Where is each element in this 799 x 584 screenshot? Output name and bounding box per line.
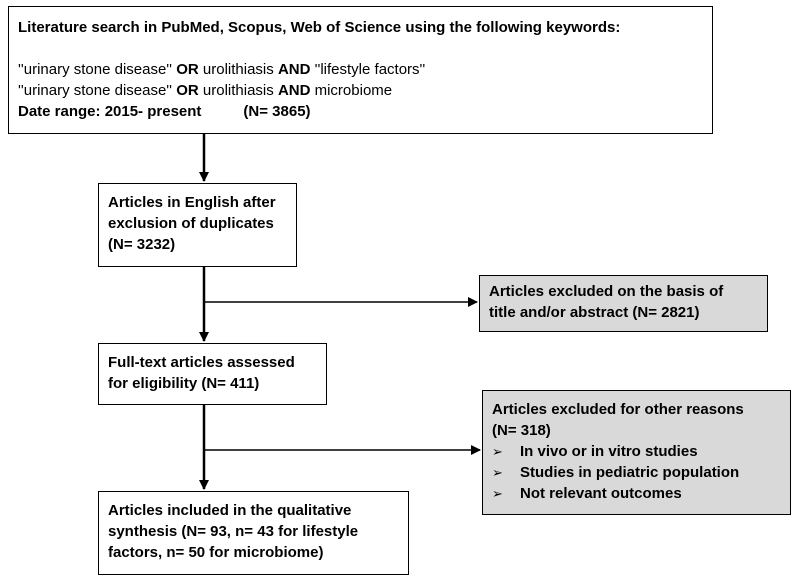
included-box: Articles included in the qualitative synthesis (N= 93, n= 43 for lifestyle factors, n= 50 for microbiome) <box>98 491 409 575</box>
search-query-1: ''urinary stone disease'' OR urolithiasis AND ''lifestyle factors'' <box>18 61 426 78</box>
search-date-count: Date range: 2015- present (N= 3865) <box>18 103 311 120</box>
search-title: Literature search in PubMed, Scopus, Web of Science using the following keywords: <box>18 19 621 36</box>
arrow-bullet-icon: ➢ <box>492 444 503 459</box>
exclusion-reasons-list <box>492 441 781 504</box>
search-query-2: ''urinary stone disease'' OR urolithiasis AND microbiome <box>18 82 393 99</box>
list-item: ➢ Studies in pediatric population <box>492 464 740 481</box>
arrow-bullet-icon: ➢ <box>492 486 503 501</box>
arrow-bullet-icon: ➢ <box>492 465 503 480</box>
search-box <box>8 6 713 134</box>
list-item: ➢ Not relevant outcomes <box>492 485 682 502</box>
list-item: ➢ In vivo or in vitro studies <box>492 443 698 460</box>
excluded-title-box: Articles excluded on the basis of title and/or abstract (N= 2821) <box>479 275 768 332</box>
excluded-other-box: Articles excluded for other reasons (N= 318) ➢ In vivo or in vitro studies ➢ Studies in pediatric population ➢ Not relevant outcomes <box>482 390 791 515</box>
english-box: Articles in English after exclusion of duplicates (N= 3232) <box>98 183 297 267</box>
fulltext-box: Full-text articles assessed for eligibility (N= 411) <box>98 343 327 405</box>
